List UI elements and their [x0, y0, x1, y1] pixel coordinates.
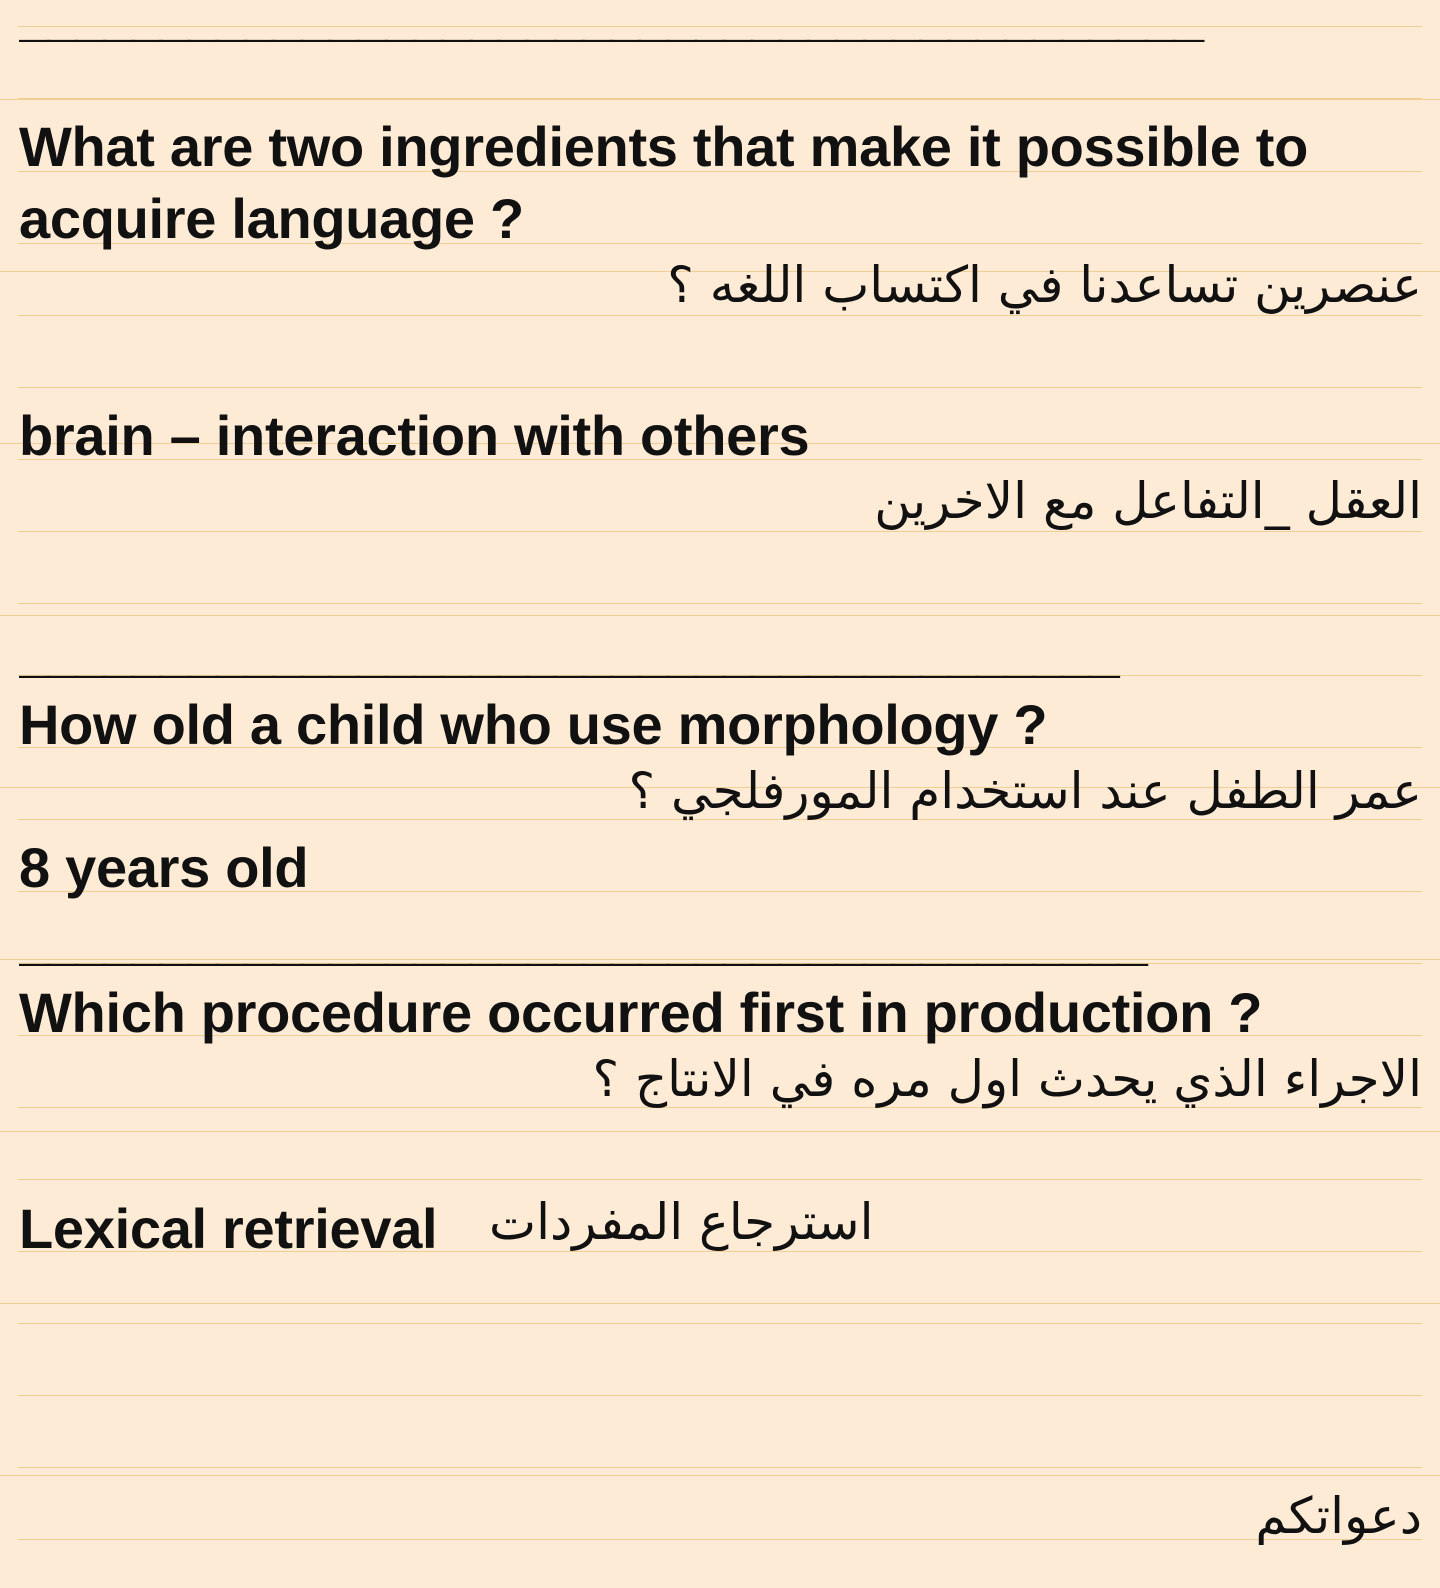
separator-top: __________________________________________ [19, 0, 1202, 44]
answer-2-english: 8 years old [19, 836, 309, 899]
question-3-english: Which procedure occurred first in production ? [19, 981, 1263, 1044]
question-1-arabic: عنصرين تساعدنا في اكتساب اللغه ؟ [667, 256, 1422, 314]
closing-note: دعواتكم [1255, 1487, 1422, 1545]
question-2-arabic: عمر الطفل عند استخدام المورفلجي ؟ [628, 762, 1422, 820]
ruled-line [18, 603, 1422, 604]
separator-middle: _______________________________________ [19, 624, 1117, 680]
answer-1-arabic: العقل _التفاعل مع الاخرين [874, 472, 1422, 530]
ruled-line [18, 315, 1422, 316]
question-3-arabic: الاجراء الذي يحدث اول مره في الانتاج ؟ [592, 1050, 1422, 1108]
question-1-english-line-2: acquire language ? [19, 187, 524, 250]
answer-3-arabic: استرجاع المفردات [489, 1193, 874, 1251]
ruled-line [18, 1323, 1422, 1324]
ruled-line [18, 1395, 1422, 1396]
separator-third: ________________________________________ [19, 912, 1145, 968]
ruled-line [18, 98, 1422, 99]
ruled-line [18, 1539, 1422, 1540]
answer-3-english: Lexical retrieval [19, 1197, 438, 1260]
ruled-line [18, 531, 1422, 532]
question-2-english: How old a child who use morphology ? [19, 693, 1048, 756]
ruled-line [18, 1179, 1422, 1180]
answer-1-english: brain – interaction with others [19, 404, 810, 467]
ruled-line [18, 387, 1422, 388]
ruled-line [18, 1467, 1422, 1468]
question-1-english-line-1: What are two ingredients that make it possible to [19, 115, 1309, 178]
